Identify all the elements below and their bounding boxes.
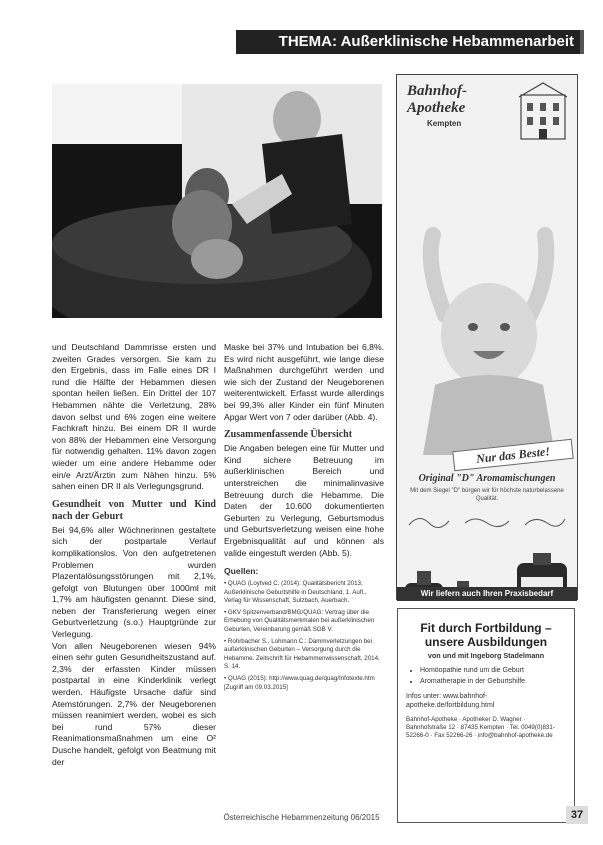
article-column-1 [52,342,216,768]
fortbildung-info-link[interactable]: Infos unter: www.bahnhof-apotheke.de/fortbildung.html [406,693,495,709]
footer-publication: Österreichische Hebammenzeitung 06/2015 [223,813,380,822]
section-heading: Zusammenfassende Übersicht [224,429,353,441]
baby-photo [405,225,569,455]
article-column-2 [224,342,384,695]
header-accent-bar [580,30,584,54]
article-paragraph: und Deutschland Dammrisse ersten und zweiten Grades versorgen. Sie kam zu den Ergebnis, dass im Falle eines DR I rund die Hälfte der Hebammen diesen spontan heilen ließen. Ein Drittel der 107 Hebammen nähte die Verletzung, 28% davon selbst und 6% zogen eine weitere Fachkraft hinzu. Bei einem DR II wurde von 88% der Hebammen eine Versorgung für notwendig gehalten. 11% davon zogen wieder um eine andere Hebamme oder ein/e Arzt/Ärztin zum Nähen hinzu. 5% sahen einen DR II als Verlegungsgrund. [52,342,216,492]
section-header: THEMA: Außerklinische Hebammenarbeit [236,30,584,54]
ad-city: Kempten [427,119,462,128]
source-item: • GKV Spitzenverband/BMG/QUAG: Vertrag über die Erhebung von Qualitätsmerkmalen bei außerklinischen Geburten, Vereinbarung gemäß SGB V. [224,608,375,634]
fortbildung-item: • Aromatherapie in der Geburtshilfe [420,677,566,686]
source-item: • Rohrbacher S., Lohmann C.: Dammverletzungen bei außerklinischen Geburten – Versorgung durch die Hebamme. Zeitschrift für Hebammenwissenschaft, 2014, S. 14. [224,637,380,671]
article-paragraph: Maske bei 37% und Intubation bei 6,8%. Es wird nicht ausgeführt, wie lange diese Maßnahmen durchgeführt werden und wie sich der Zustand der Neugeborenen weiterentwickelt. Erfasst wurde allerdings bei 99,3% aller Kinder ein fünf Minuten Apgar Wert von 7 oder darüber (Abb. 4). [224,342,384,422]
sources-block [224,565,384,692]
building-illustration [515,81,571,141]
article-paragraph: Von allen Neugeborenen wiesen 94% einen sehr guten Gesundheitszustand auf. 2,3% der erfassten Kinder müssen postpartal in eine Kinderklinik verlegt werden. Häufigste Ursache dafür sind Atemstörungen. 2,7% der Neugeborenen müssen reanimiert werden, wobei es sich bei rund 57% dieser Reanimationsmaßnahmen um eine O² Dusche handelt, gefolgt von Beatmung mit der [52,640,216,767]
article-paragraph: Die Angaben belegen eine für Mutter und Kind sichere Betreuung im außerklinischen Bereich und unterstreichen die minimalinvasive Betreuung durch die Hebamme. Die Daten der 10.600 dokumentierten Geburten zu Verlegung, Geburtsmodus und Geburtsverletzung weisen eine hohe Ergebnisqualität auf und können als valide eingestuft werden (Abb. 5). [224,443,384,558]
ad-brand [407,83,467,117]
ad-brand-line1: Bahnhof- [407,83,468,99]
ad-brand-line2: Apotheke [407,100,466,116]
ad-url-banner[interactable]: Wir liefern auch Ihren Praxisbedarf www.bahnhof-apotheke.de [397,587,577,601]
sources-title: Quellen: [224,566,259,577]
page-number: 37 [566,806,588,824]
ad-product-note: Mit dem Siegel "D" bürgen wir für höchste naturbelassene Qualität. [410,488,564,502]
ad-product-line: Original "D" Aromamischungen [418,473,556,484]
pharmacy-advertisement [396,74,578,600]
article-paragraph: Bei 94,6% aller Wöchnerinnen gestaltete sich der postpartale Verlauf komplikationslos. Von den aufgetretenen Problemen wurden Plazentalösungsstörungen mit 2,1%, gefolgt von Blutungen über 1000ml mit 1,7% am häufigsten genannt. Diese sind, neben der Transferierung wegen einer Geburtverletzung (s.o.) Hauptgründe zur Verlegung. [52,524,216,640]
section-heading: Gesundheit von Mutter und Kind nach der Geburt [52,498,216,522]
ad-slogan: Nur das Beste! [452,439,573,471]
fortbildung-item: • Homöopathie rund um die Geburt [420,666,566,675]
fortbildung-title: Fit durch Fortbildung – unsere Ausbildungen [420,621,552,649]
signature-scribble [405,511,569,531]
fortbildung-box [397,608,575,823]
pharmacy-address: Bahnhof-Apotheke · Apotheker D. Wagner · Bahnhofstraße 12 · 87435 Kempten · Tel. 0049(0)831-52266-0 · Fax 52266-26 · info@bahnhof-apotheke.de [406,716,555,739]
fortbildung-subtitle: von und mit Ingeborg Stadelmann [427,651,545,660]
birth-photo [52,84,382,318]
source-item: • QUAG (Loytved C. (2014): Qualitätsbericht 2013, Außerklinische Geburtshilfe in Deutschland, 1. Aufl., Verlag für Wissenschaft, Sulzbach, Auerbach. [224,580,367,605]
source-item: • QUAG (2015): http://www.quag.de/quag/Infotexte.htm [Zugriff am 09.03.2015] [224,675,375,691]
